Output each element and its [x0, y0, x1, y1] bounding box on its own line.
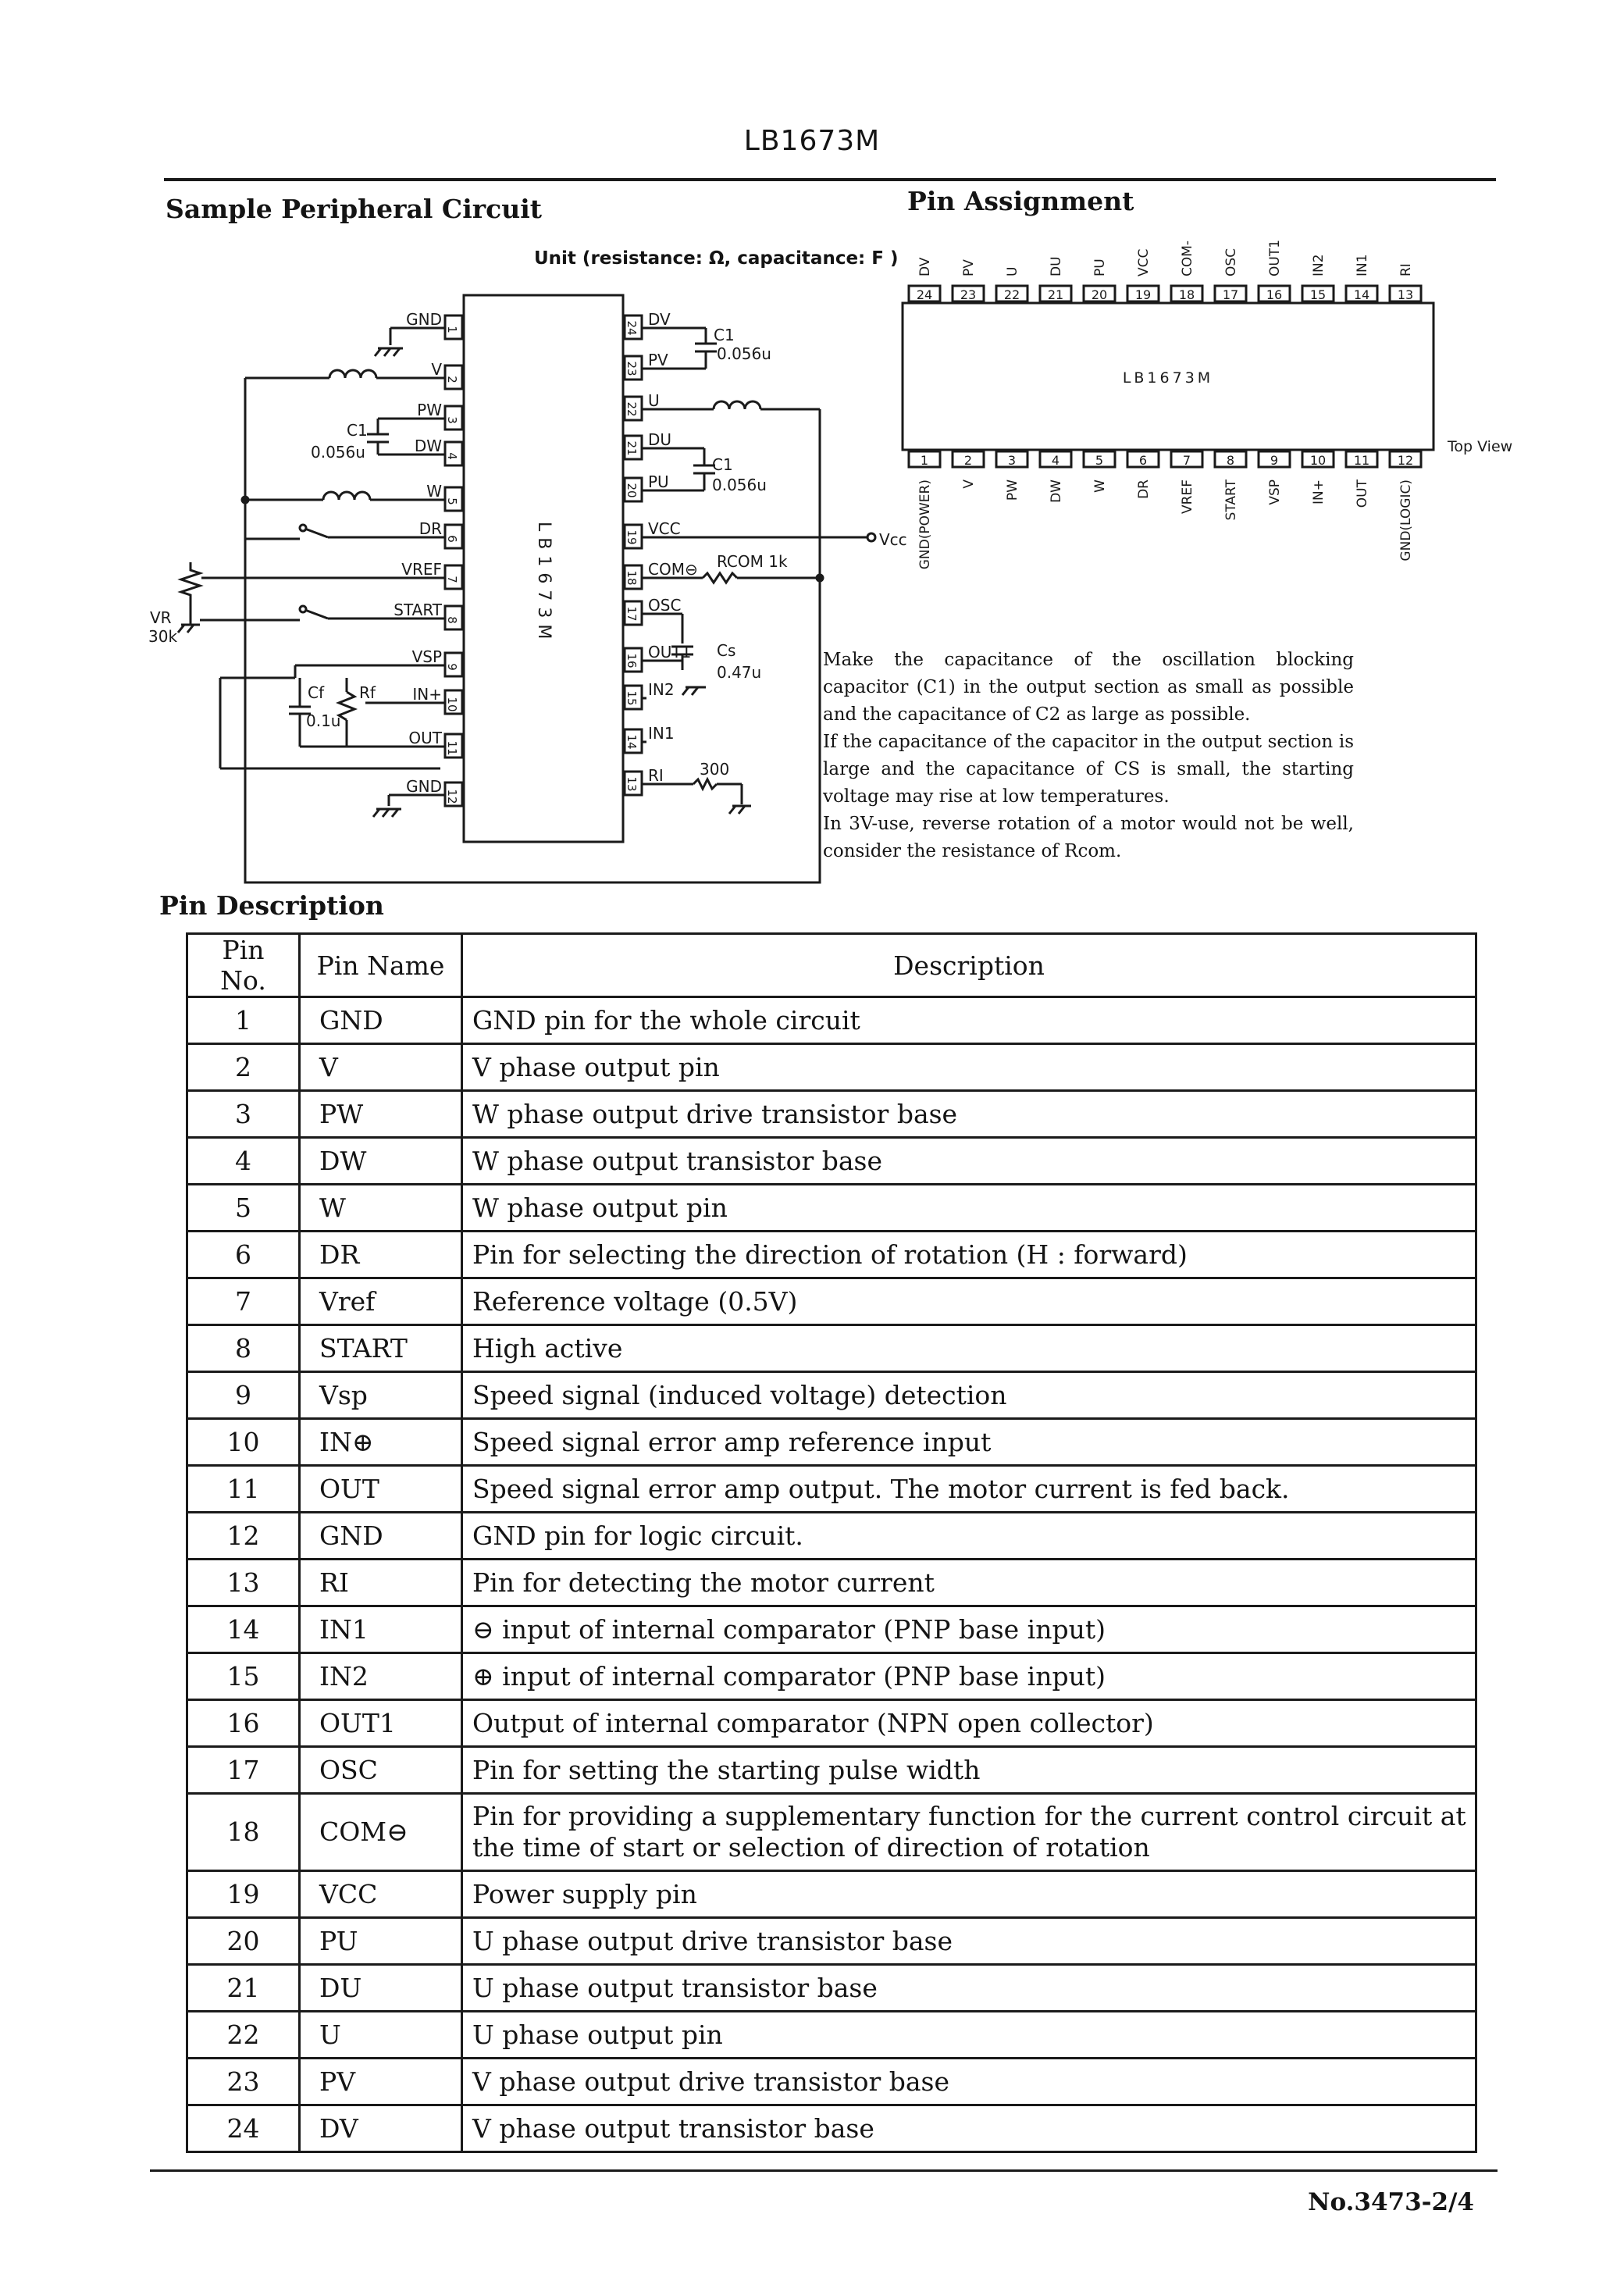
pa-top-pin-number: 24 — [916, 287, 933, 302]
pin-assignment-diagram — [890, 209, 1546, 615]
pin-number-cell: 19 — [187, 1871, 300, 1918]
pa-bottom-pin-number: 2 — [963, 453, 973, 468]
table-row — [187, 1419, 1476, 1466]
pa-top-pin-name: PV — [961, 259, 977, 276]
circuit-right-pin-number: 13 — [625, 776, 639, 792]
table-row — [187, 1653, 1476, 1700]
table-row — [187, 1044, 1476, 1091]
pa-top-pin-number: 23 — [960, 287, 977, 302]
pin-desc-cell: V phase output transistor base — [462, 2105, 1476, 2152]
c1-mid-value: 0.056u — [712, 476, 767, 494]
pa-bottom-pin-name: DR — [1136, 479, 1152, 499]
pin-name-cell: START — [300, 1325, 462, 1372]
pin-number-cell: 14 — [187, 1606, 300, 1653]
pin-name-cell: OUT — [300, 1466, 462, 1513]
document-title: LB1673M — [743, 125, 881, 157]
c1-left-value: 0.056u — [311, 443, 365, 462]
pa-bottom-pin-number: 11 — [1353, 453, 1370, 468]
table-row — [187, 1965, 1476, 2012]
pin-number-cell: 11 — [187, 1466, 300, 1513]
circuit-right-pin-number: 22 — [625, 401, 639, 417]
pin-number-cell: 12 — [187, 1513, 300, 1560]
pa-top-pin-name: DU — [1049, 256, 1064, 276]
pa-top-pin-name: VCC — [1136, 248, 1152, 276]
circuit-left-pin-number: 12 — [445, 789, 459, 804]
circuit-right-pin-label: OUT1 — [648, 643, 692, 661]
circuit-right-pin-label: DU — [648, 430, 672, 449]
pa-top-pin-number: 21 — [1047, 287, 1064, 302]
pin-desc-cell: W phase output pin — [462, 1185, 1476, 1232]
pa-bottom-pin-number: 9 — [1270, 453, 1279, 468]
circuit-left-pin-label: DR — [418, 519, 442, 538]
circuit-right-pin-number: 14 — [625, 734, 639, 750]
pin-desc-cell: ⊖ input of internal comparator (PNP base input) — [462, 1606, 1476, 1653]
pin-name-cell: IN⊕ — [300, 1419, 462, 1466]
table-row — [187, 1560, 1476, 1606]
table-row — [187, 1372, 1476, 1419]
pa-top-pin-name: U — [1005, 266, 1020, 276]
circuit-left-pin-label: GND — [406, 777, 442, 796]
pin-number-cell: 8 — [187, 1325, 300, 1372]
circuit-left-pin-label: START — [394, 601, 442, 619]
note-paragraph-3: In 3V-use, reverse rotation of a motor would not be well, consider the resistance of Rcom. — [823, 814, 1354, 861]
pin-name-cell: OSC — [300, 1747, 462, 1794]
pin-desc-cell: Output of internal comparator (NPN open collector) — [462, 1700, 1476, 1747]
pa-top-pin-name: OSC — [1223, 248, 1239, 276]
circuit-left-pin-label: PW — [417, 401, 442, 419]
pa-bottom-pin-number: 4 — [1051, 453, 1060, 468]
pin-number-cell: 7 — [187, 1278, 300, 1325]
circuit-title: Sample Peripheral Circuit — [166, 194, 542, 224]
circuit-left-pin-number: 11 — [445, 740, 459, 756]
pa-top-pin-number: 15 — [1309, 287, 1327, 302]
pa-bottom-pin-number: 8 — [1226, 453, 1235, 468]
c1-left-label: C1 — [347, 421, 368, 440]
pin-name-cell: DW — [300, 1138, 462, 1185]
pa-bottom-pin-name: START — [1223, 479, 1239, 521]
pin-name-cell: Vsp — [300, 1372, 462, 1419]
circuit-left-pin-number: 4 — [445, 452, 459, 460]
capacitor-note — [823, 647, 1354, 865]
pa-top-pin-number: 18 — [1178, 287, 1195, 302]
circuit-left-pin-label: DW — [414, 437, 442, 455]
pa-top-pin-name: DV — [917, 257, 933, 276]
circuit-right-pin-label: RI — [648, 766, 664, 785]
cs-label: Cs — [717, 641, 736, 660]
pin-number-cell: 5 — [187, 1185, 300, 1232]
circuit-left-pin-label: OUT — [408, 729, 442, 747]
pa-bottom-pin-name: PW — [1005, 479, 1020, 501]
top-view-label: Top View — [1448, 438, 1513, 455]
circuit-right-pin-label: PU — [648, 472, 669, 491]
pa-bottom-pin-name: VREF — [1180, 479, 1195, 514]
pin-name-cell: PU — [300, 1918, 462, 1965]
pin-desc-cell: GND pin for the whole circuit — [462, 997, 1476, 1044]
pa-bottom-pin-name: OUT — [1355, 479, 1370, 508]
pin-description-title: Pin Description — [159, 890, 384, 921]
pa-top-pin-number: 17 — [1222, 287, 1239, 302]
pin-number-cell: 10 — [187, 1419, 300, 1466]
circuit-right-pin-number: 19 — [625, 529, 639, 545]
pin-name-cell: IN2 — [300, 1653, 462, 1700]
table-row — [187, 1278, 1476, 1325]
pa-bottom-pin-number: 10 — [1309, 453, 1327, 468]
pin-number-cell: 17 — [187, 1747, 300, 1794]
pin-name-cell: COM⊖ — [300, 1794, 462, 1871]
circuit-left-pin-number: 5 — [445, 497, 459, 505]
table-row — [187, 1871, 1476, 1918]
pin-desc-cell: Speed signal (induced voltage) detection — [462, 1372, 1476, 1419]
circuit-right-pin-number: 17 — [625, 606, 639, 622]
pin-name-cell: GND — [300, 997, 462, 1044]
pin-number-cell: 1 — [187, 997, 300, 1044]
page-number: No.3473-2/4 — [1308, 2188, 1474, 2216]
pin-number-cell: 9 — [187, 1372, 300, 1419]
pin-desc-cell: U phase output drive transistor base — [462, 1918, 1476, 1965]
circuit-right-pin-number: 21 — [625, 440, 639, 456]
pin-name-cell: DR — [300, 1232, 462, 1278]
circuit-left-pin-label: IN+ — [412, 685, 442, 704]
ri-resistor-value: 300 — [700, 760, 730, 779]
rcom-label: RCOM 1k — [717, 552, 788, 571]
pin-desc-cell: U phase output pin — [462, 2012, 1476, 2059]
pa-top-pin-name: IN2 — [1311, 254, 1327, 276]
circuit-right-pin-number: 24 — [625, 320, 639, 336]
pin-name-cell: GND — [300, 1513, 462, 1560]
pin-desc-cell: Reference voltage (0.5V) — [462, 1278, 1476, 1325]
pin-assignment-title: Pin Assignment — [907, 186, 1134, 216]
vr-label: VR — [150, 608, 172, 627]
pin-number-cell: 6 — [187, 1232, 300, 1278]
c1-top-label: C1 — [714, 326, 735, 344]
footer-rule — [150, 2169, 1498, 2172]
pa-bottom-pin-name: VSP — [1267, 479, 1283, 505]
table-row — [187, 1747, 1476, 1794]
circuit-right-pin-label: IN2 — [648, 680, 675, 699]
pa-top-pin-number: 20 — [1091, 287, 1108, 302]
pin-number-cell: 18 — [187, 1794, 300, 1871]
pin-name-cell: PV — [300, 2059, 462, 2105]
pa-top-pin-name: COM- — [1180, 240, 1195, 276]
pin-number-cell: 24 — [187, 2105, 300, 2152]
pa-bottom-pin-number: 7 — [1182, 453, 1191, 468]
header-pin-name: Pin Name — [300, 934, 462, 997]
circuit-right-pin-number: 18 — [625, 570, 639, 586]
pin-desc-cell: Power supply pin — [462, 1871, 1476, 1918]
circuit-left-pin-number: 2 — [445, 376, 459, 383]
pin-desc-cell: V phase output pin — [462, 1044, 1476, 1091]
circuit-left-pin-label: VREF — [401, 560, 442, 579]
peripheral-circuit-diagram — [0, 0, 907, 906]
pin-desc-cell: Pin for detecting the motor current — [462, 1560, 1476, 1606]
pin-assignment-chip-label: LB1673M — [1122, 369, 1214, 387]
table-header-row — [187, 934, 1476, 997]
table-row — [187, 1138, 1476, 1185]
circuit-left-pin-number: 1 — [445, 326, 459, 333]
table-row — [187, 1918, 1476, 1965]
pa-bottom-pin-name: GND(LOGIC) — [1398, 479, 1414, 561]
table-row — [187, 1325, 1476, 1372]
table-row — [187, 1794, 1476, 1871]
circuit-right-pin-label: DV — [648, 310, 671, 329]
table-row — [187, 1232, 1476, 1278]
circuit-chip-label: LB1673M — [534, 522, 554, 646]
pa-bottom-pin-name: W — [1092, 479, 1108, 493]
pa-bottom-pin-name: V — [961, 479, 977, 489]
pin-number-cell: 4 — [187, 1138, 300, 1185]
pin-desc-cell: Pin for selecting the direction of rotation (H : forward) — [462, 1232, 1476, 1278]
cs-value: 0.47u — [717, 663, 762, 682]
pa-top-pin-name: OUT1 — [1267, 239, 1283, 276]
pa-bottom-pin-name: DW — [1049, 479, 1064, 503]
circuit-left-pin-number: 7 — [445, 576, 459, 583]
pin-number-cell: 23 — [187, 2059, 300, 2105]
pin-name-cell: PW — [300, 1091, 462, 1138]
pin-number-cell: 20 — [187, 1918, 300, 1965]
pa-top-pin-number: 13 — [1397, 287, 1414, 302]
cf-value: 0.1u — [306, 711, 341, 730]
pin-name-cell: IN1 — [300, 1606, 462, 1653]
note-paragraph-2: If the capacitance of the capacitor in the output section is large and the capacitance of CS is small, the starting voltage may rise at low temperatures. — [823, 732, 1354, 807]
pin-desc-cell: W phase output transistor base — [462, 1138, 1476, 1185]
pin-desc-cell: V phase output drive transistor base — [462, 2059, 1476, 2105]
table-row — [187, 2105, 1476, 2152]
circuit-right-pin-label: U — [648, 391, 660, 410]
pin-desc-cell: Pin for setting the starting pulse width — [462, 1747, 1476, 1794]
circuit-right-pin-number: 23 — [625, 361, 639, 376]
rf-label: Rf — [359, 683, 376, 702]
pin-name-cell: V — [300, 1044, 462, 1091]
unit-label: Unit (resistance: Ω, capacitance: F ) — [534, 248, 899, 269]
pa-top-pin-number: 16 — [1266, 287, 1283, 302]
pin-name-cell: U — [300, 2012, 462, 2059]
circuit-left-pin-label: W — [426, 482, 442, 501]
pin-name-cell: W — [300, 1185, 462, 1232]
vr-value: 30k — [148, 627, 178, 646]
pa-top-pin-number: 19 — [1134, 287, 1152, 302]
pa-top-pin-name: IN1 — [1355, 254, 1370, 276]
table-row — [187, 997, 1476, 1044]
pin-number-cell: 22 — [187, 2012, 300, 2059]
pin-name-cell: DU — [300, 1965, 462, 2012]
circuit-left-pin-label: GND — [406, 310, 442, 329]
circuit-right-pin-label: COM⊖ — [648, 560, 698, 579]
table-row — [187, 1513, 1476, 1560]
pa-top-pin-name: RI — [1398, 263, 1414, 276]
circuit-left-pin-number: 10 — [445, 697, 459, 712]
note-paragraph-1: Make the capacitance of the oscillation blocking capacitor (C1) in the output section as small as possible and the capacitance of C2 as large as possible. — [823, 650, 1354, 725]
circuit-right-pin-label: VCC — [648, 519, 681, 538]
pin-desc-cell: W phase output drive transistor base — [462, 1091, 1476, 1138]
cf-label: Cf — [308, 683, 325, 702]
circuit-right-pin-number: 15 — [625, 690, 639, 706]
pin-number-cell: 21 — [187, 1965, 300, 2012]
pin-name-cell: Vref — [300, 1278, 462, 1325]
circuit-right-pin-label: OSC — [648, 596, 682, 615]
table-row — [187, 1700, 1476, 1747]
table-row — [187, 1185, 1476, 1232]
table-row — [187, 2059, 1476, 2105]
circuit-right-pin-number: 16 — [625, 653, 639, 668]
c1-mid-label: C1 — [712, 455, 733, 474]
circuit-left-pin-label: VSP — [411, 647, 442, 666]
pin-desc-cell: GND pin for logic circuit. — [462, 1513, 1476, 1560]
pa-bottom-pin-name: GND(POWER) — [917, 479, 933, 570]
pa-top-pin-name: PU — [1092, 258, 1108, 276]
pa-top-pin-number: 14 — [1353, 287, 1370, 302]
table-row — [187, 1091, 1476, 1138]
pa-bottom-pin-number: 6 — [1138, 453, 1148, 468]
pa-bottom-pin-number: 3 — [1007, 453, 1017, 468]
c1-top-value: 0.056u — [717, 344, 771, 363]
header-pin-no: Pin No. — [187, 934, 300, 997]
vcc-label: Vcc — [879, 530, 907, 549]
pin-desc-cell: ⊕ input of internal comparator (PNP base input) — [462, 1653, 1476, 1700]
pin-number-cell: 13 — [187, 1560, 300, 1606]
pin-desc-cell: Speed signal error amp reference input — [462, 1419, 1476, 1466]
pin-name-cell: RI — [300, 1560, 462, 1606]
pa-bottom-pin-number: 1 — [920, 453, 929, 468]
pin-name-cell: VCC — [300, 1871, 462, 1918]
pin-number-cell: 15 — [187, 1653, 300, 1700]
pa-bottom-pin-name: IN+ — [1311, 479, 1327, 504]
circuit-right-pin-label: PV — [648, 351, 668, 369]
table-row — [187, 1606, 1476, 1653]
circuit-left-pin-number: 9 — [445, 663, 459, 671]
pa-top-pin-number: 22 — [1003, 287, 1020, 302]
pa-bottom-pin-number: 5 — [1095, 453, 1104, 468]
pin-number-cell: 2 — [187, 1044, 300, 1091]
pin-desc-cell: U phase output transistor base — [462, 1965, 1476, 2012]
pin-desc-cell: Speed signal error amp output. The motor current is fed back. — [462, 1466, 1476, 1513]
pa-bottom-pin-number: 12 — [1397, 453, 1414, 468]
pin-desc-cell: Pin for providing a supplementary function for the current control circuit at the time of start or selection of direction of rotation — [462, 1794, 1476, 1871]
header-description: Description — [462, 934, 1476, 997]
pin-number-cell: 16 — [187, 1700, 300, 1747]
pin-desc-cell: High active — [462, 1325, 1476, 1372]
pin-name-cell: OUT1 — [300, 1700, 462, 1747]
table-row — [187, 2012, 1476, 2059]
table-row — [187, 1466, 1476, 1513]
circuit-right-pin-label: IN1 — [648, 724, 675, 743]
pin-name-cell: DV — [300, 2105, 462, 2152]
circuit-left-pin-number: 8 — [445, 616, 459, 624]
circuit-right-pin-number: 20 — [625, 483, 639, 498]
circuit-left-pin-number: 3 — [445, 416, 459, 424]
circuit-left-pin-label: V — [431, 360, 442, 379]
circuit-left-pin-number: 6 — [445, 535, 459, 543]
pin-number-cell: 3 — [187, 1091, 300, 1138]
pin-description-table — [186, 932, 1477, 2153]
